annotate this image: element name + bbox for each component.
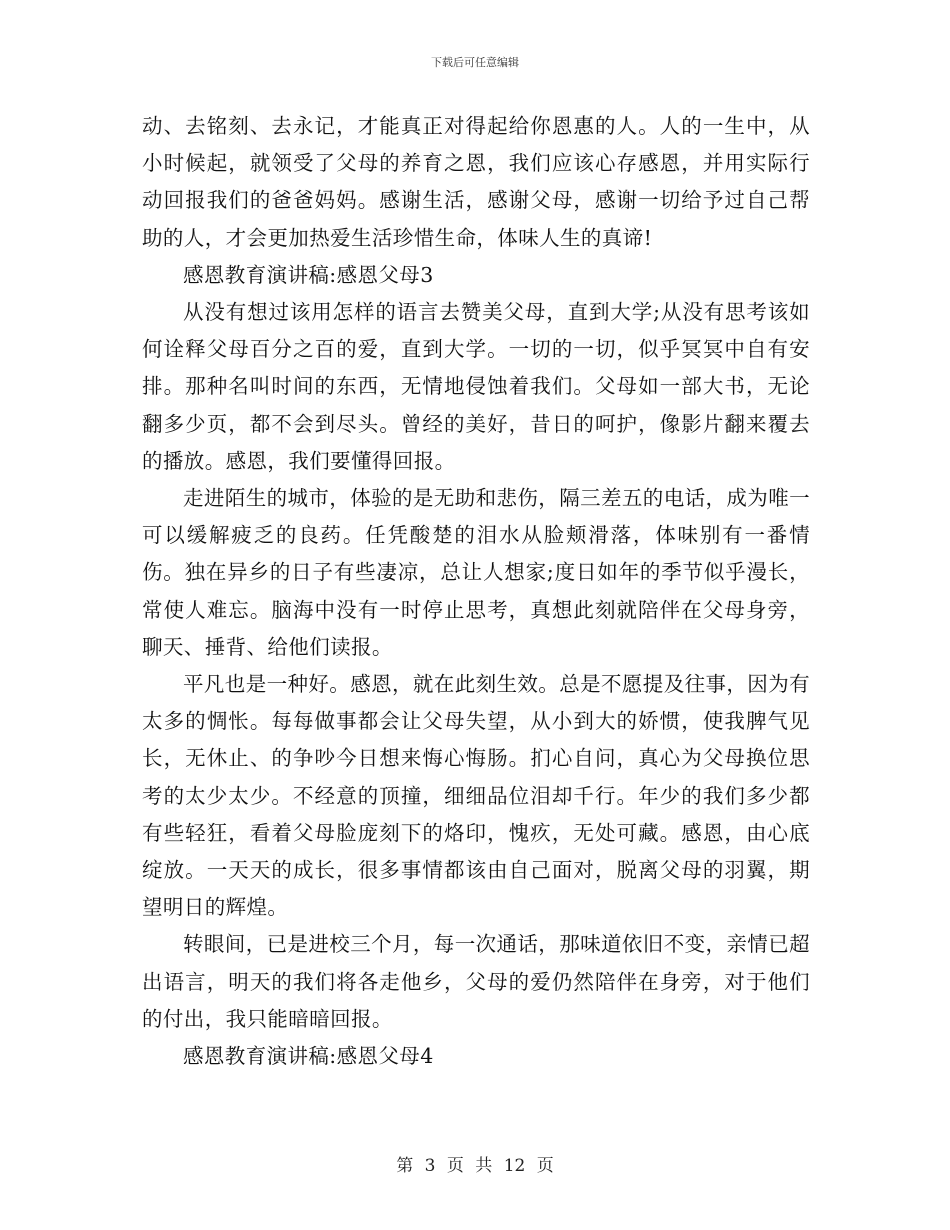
section-heading-4: 感恩教育演讲稿:感恩父母4 [183,1044,434,1069]
paragraph-4: 转眼间，已是进校三个月，每一次通话，那味道依旧不变，亲情已超出语言，明天的我们将各走他乡，父母的爱仍然陪伴在身旁，对于他们的付出，我只能暗暗回报。 [142,932,810,1031]
paragraph-1: 从没有想过该用怎样的语言去赞美父母，直到大学;从没有思考该如何诠释父母百分之百的爱，直到大学。一切的一切，似乎冥冥中自有安排。那种名叫时间的东西，无情地侵蚀着我们。父母如一部大书，无论翻多少页，都不会到尽头。曾经的美好，昔日的呵护，像影片翻来覆去的播放。感恩，我们要懂得回报。 [142,300,810,473]
paragraph-2: 走进陌生的城市，体验的是无助和悲伤，隔三差五的电话，成为唯一可以缓解疲乏的良药。任凭酸楚的泪水从脸颊滑落，体味别有一番情伤。独在异乡的日子有些凄凉，总让人想家;度日如年的季节似乎漫长，常使人难忘。脑海中没有一时停止思考，真想此刻就陪伴在父母身旁，聊天、捶背、给他们读报。 [142,486,810,659]
page-header-note: 下载后可任意编辑 [431,56,519,69]
document-body [142,108,810,1075]
paragraph-3: 平凡也是一种好。感恩，就在此刻生效。总是不愿提及往事，因为有太多的惆怅。每每做事都会让父母失望，从小到大的娇惯，使我脾气见长，无休止、的争吵今日想来悔心悔肠。扪心自问，真心为父母换位思考的太少太少。不经意的顶撞，细细品位泪却千行。年少的我们多少都有些轻狂，看着父母脸庞刻下的烙印，愧疚，无处可藏。感恩，由心底绽放。一天天的成长，很多事情都该由自己面对，脱离父母的羽翼，期望明日的辉煌。 [142,672,810,920]
paragraph-continuation: 动、去铭刻、去永记，才能真正对得起给你恩惠的人。人的一生中，从小时候起，就领受了父母的养育之恩，我们应该心存感恩，并用实际行动回报我们的爸爸妈妈。感谢生活，感谢父母，感谢一切给予过自己帮助的人，才会更加热爱生活珍惜生命，体味人生的真谛! [142,114,810,250]
page-number: 第 3 页 共 12 页 [396,1156,554,1176]
section-heading-3: 感恩教育演讲稿:感恩父母3 [183,262,434,287]
